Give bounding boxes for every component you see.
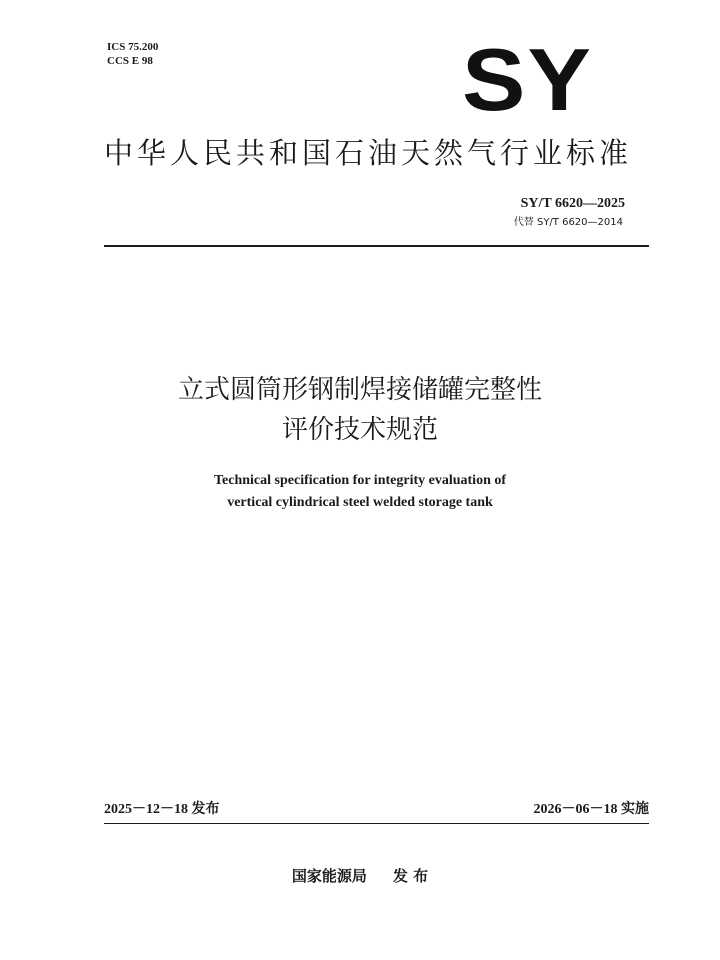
classification-codes <box>107 40 158 68</box>
date-row <box>104 800 649 820</box>
standard-category-title: 中华人民共和国石油天然气行业标准 <box>104 136 633 170</box>
publisher-authority: 国家能源局 <box>291 867 367 885</box>
publisher-action: 发 布 <box>392 867 429 885</box>
sy-logo: SY <box>462 30 594 129</box>
publisher-line <box>0 866 720 886</box>
bottom-divider <box>104 823 649 824</box>
implementation-date: 2026－06－18 实施 <box>533 802 649 817</box>
title-cn-line2: 评价技术规范 <box>281 415 438 445</box>
ccs-code: CCS E 98 <box>107 55 153 67</box>
top-divider <box>104 245 649 247</box>
ics-code: ICS 75.200 <box>107 41 159 53</box>
title-cn-line1: 立式圆筒形钢制焊接储罐完整性 <box>177 375 542 405</box>
document-title-cn <box>0 370 720 450</box>
standard-number: SY/T 6620—2025 <box>520 196 625 211</box>
replaces-note: 代替 SY/T 6620—2014 <box>513 217 623 228</box>
title-en-line2: vertical cylindrical steel welded storage tank <box>227 495 493 510</box>
title-en-line1: Technical specification for integrity evaluation of <box>213 473 507 488</box>
document-title-en <box>0 470 720 514</box>
issue-date: 2025－12－18 发布 <box>104 802 220 817</box>
